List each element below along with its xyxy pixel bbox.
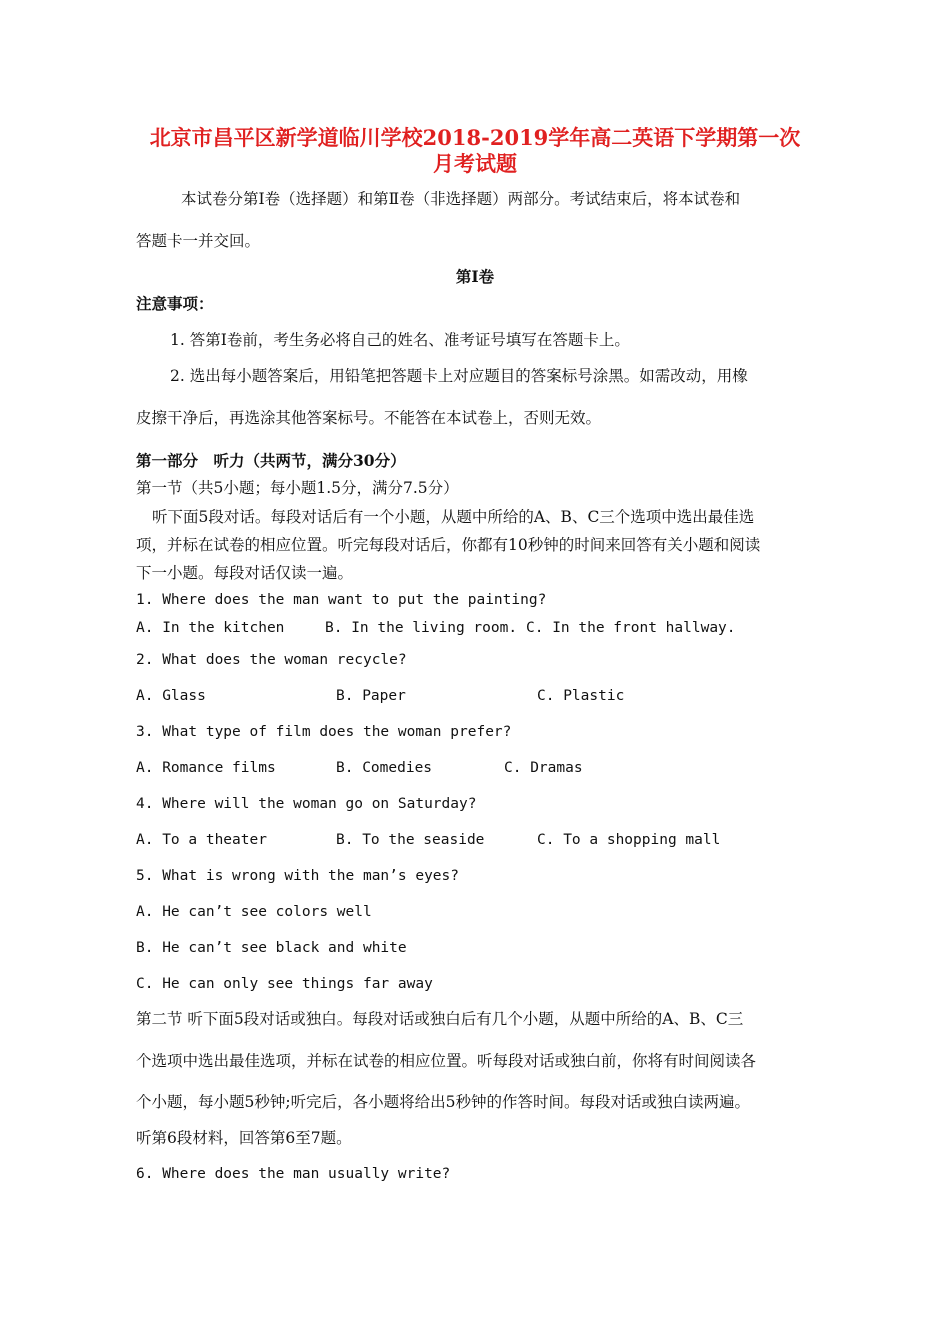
section2-instruction-line3: 个小题，每小题5秒钟;听完后，各小题将给出5秒钟的作答时间。每段对话或独白读两遍。 [136,1093,750,1111]
question-5-option-c: C. He can only see things far away [136,976,433,992]
question-4-stem: 4. Where will the woman go on Saturday? [136,796,477,812]
notice-item-2-line1: 2. 选出每小题答案后，用铅笔把答题卡上对应题目的答案标号涂黑。如需改动，用橡 [170,367,748,385]
notice-heading: 注意事项： [136,294,214,313]
volume-heading: 第Ⅰ卷 [455,267,495,286]
section1-instruction-line1: 听下面5段对话。每段对话后有一个小题，从题中所给的A、B、C三个选项中选出最佳选 [152,508,755,526]
question-6-stem: 6. Where does the man usually write? [136,1166,451,1182]
section2-instruction-line1: 第二节 听下面5段对话或独白。每段对话或独白后有几个小题，从题中所给的A、B、C三 [136,1010,744,1028]
question-2-option-c: C. Plastic [537,688,625,704]
notice-item-1: 1. 答第Ⅰ卷前，考生务必将自己的姓名、准考证号填写在答题卡上。 [170,331,630,349]
exam-title-line1: 北京市昌平区新学道临川学校2018-2019学年高二英语下学期第一次 [149,125,801,150]
question-2-stem: 2. What does the woman recycle? [136,652,407,668]
question-3-stem: 3. What type of film does the woman prefer? [136,724,512,740]
section1-instruction-line3: 下一小题。每段对话仅读一遍。 [136,564,354,582]
question-2-option-b: B. Paper [336,688,406,704]
section2-instruction-line2: 个选项中选出最佳选项，并标在试卷的相应位置。听每段对话或独白前，你将有时间阅读各 [136,1052,757,1070]
intro-line2: 答题卡一并交回。 [136,232,261,250]
question-3-option-b: B. Comedies [336,760,433,776]
question-4-option-a: A. To a theater [136,832,267,848]
question-3-option-a: A. Romance films [136,760,276,776]
question-4-option-c: C. To a shopping mall [537,832,721,848]
section1-heading: 第一节（共5小题；每小题1.5分，满分7.5分） [136,479,459,497]
section1-instruction-line2: 项，并标在试卷的相应位置。听完每段对话后，你都有10秒钟的时间来回答有关小题和阅读 [136,536,761,554]
question-3-option-c: C. Dramas [504,760,583,776]
question-1-option-c: C. In the front hallway. [526,620,736,636]
question-4-option-b: B. To the seaside [336,832,485,848]
question-5-stem: 5. What is wrong with the man’s eyes? [136,868,460,884]
exam-title-line2: 月考试题 [433,151,517,176]
section2-instruction-line4: 听第6段材料，回答第6至7题。 [136,1129,352,1147]
question-5-option-a: A. He can’t see colors well [136,904,372,920]
question-1-stem: 1. Where does the man want to put the painting? [136,592,547,608]
question-2-option-a: A. Glass [136,688,206,704]
question-1-option-a: A. In the kitchen [136,620,285,636]
part1-heading: 第一部分 听力（共两节，满分30分） [136,451,406,470]
question-5-option-b: B. He can’t see black and white [136,940,407,956]
question-1-option-b: B. In the living room. [325,620,518,636]
intro-line1: 本试卷分第Ⅰ卷（选择题）和第Ⅱ卷（非选择题）两部分。考试结束后，将本试卷和 [181,190,741,208]
notice-item-2-line2: 皮擦干净后，再选涂其他答案标号。不能答在本试卷上，否则无效。 [136,409,602,427]
